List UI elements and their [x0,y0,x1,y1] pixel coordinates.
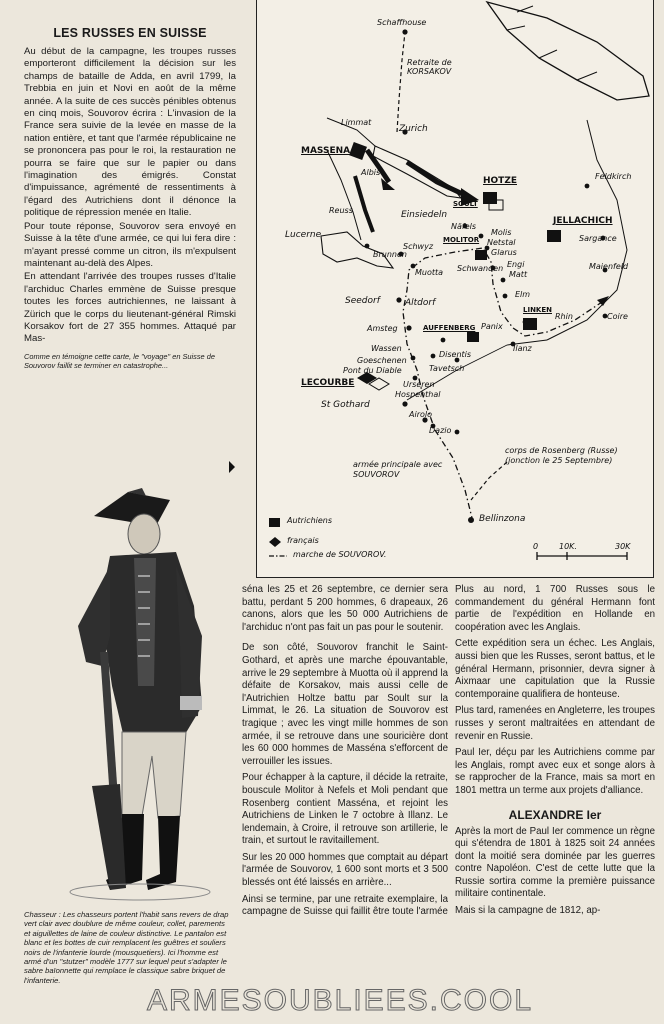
right-paragraph-1: Plus au nord, 1 700 Russes sous le commandement du général Hermann font partie de l'expédition en Hollande en coopération avec les Anglais. [455,584,655,633]
paragraph-3: En attendant l'arrivée des troupes russes d'Italie l'archiduc Charles emmène de Suisse presque toutes les forces autrichiennes, ne laissant à Zürich que le corps du lieutenant-général Rimski Korsakov fort de 27 355 hommes. Attaqué par Mas- [24,271,236,345]
paragraph-2: Pour toute réponse, Souvorov sera envoyé en Suisse à la tête d'une armée, ce qui lui fera dire : m'ayant pressé comme un citron, ils m'expulsent maintenant au-delà des Alpes. [24,220,236,269]
label-soult: SOULT [453,200,478,208]
label-panix: Panix [481,322,503,331]
label-elm: Elm [515,290,531,299]
left-column [24,26,236,370]
legend-march: marche de SOUVOROV. [293,550,387,559]
right-paragraph-6: Mais si la campagne de 1812, ap- [455,905,601,917]
label-matt: Matt [509,270,528,279]
label-glarus: Glarus [491,248,517,257]
label-wassen: Wassen [371,344,402,353]
right-paragraph-2: Cette expédition sera un échec. Les Anglais, aussi bien que les Russes, seront battus, et le général Hermann, prisonnier, devra signer à Aixmaar une capitulation que la Russie contemporaine qualifiera de honteuse. [455,638,655,700]
section-title-alexandre: ALEXANDRE Ier [508,807,602,822]
label-rhin: Rhin [555,312,573,321]
label-bellinzona: Bellinzona [479,514,526,524]
right-paragraph-4: Paul Ier, déçu par les Autrichiens comme par les Anglais, rompt avec eux et songe alors à se rapprocher de la France, mais sa mort en 1801 mettra un terme aux projets d'alliance. [455,747,655,796]
campaign-map [256,0,654,578]
label-nafels: Näfels [451,222,477,231]
label-ilanz: Ilanz [513,344,532,353]
scale-ten: 10K. [559,542,577,551]
label-urseren: Urseren [403,380,435,389]
mid-paragraph-1: séna les 25 et 26 septembre, ce dernier sera battu, perdant 5 200 hommes, 6 drapeaux, 26 canons, alors que les 50 000 Autrichiens de l'archiduc n'ont pas fait un pas pour le soutenir. [242,584,448,633]
middle-column [242,584,448,920]
scale-thirty: 30K [615,542,631,551]
label-amsteg: Amsteg [367,324,398,333]
mid-paragraph-3: Pour échapper à la capture, il décide la retraite, bouscule Molitor à Nefels et Moli pendant que Rosenberg contient Masséna, et rejoint les Autrichiens de Linken le 7 octobre à Illanz. Le lendemain, à Croire, il retrouve son artillerie, le train, et surtout le ravitaillement. [242,772,448,847]
watermark: ARMESOUBLIEES.COOL [146,984,534,1017]
label-limmat: Limmat [341,118,372,127]
label-goeschenen: Goeschenen [357,356,407,365]
label-lucerne: Lucerne [285,230,322,240]
mid-paragraph-4: Sur les 20 000 hommes que comptait au départ l'armée de Souvorov, 1 600 sont morts et 3 500 blessés ont été laissés en arrière... [242,851,448,889]
label-reuss: Reuss [329,206,353,215]
label-massena: MASSENA [301,146,351,156]
label-schwyz: Schwyz [403,242,434,251]
label-pont-du-diable: Pont du Diable [343,366,402,375]
massena-arrow [367,150,389,182]
label-hotze: HOTZE [483,176,517,186]
label-korsakov-route: Retraite de KORSAKOV [407,58,452,76]
label-disentis: Disentis [439,350,472,359]
label-albis: Albis [361,168,381,177]
lecourbe-arrow [355,176,373,232]
caption-pointer-icon [229,461,235,473]
label-molis: Molis [491,228,512,237]
right-column [455,584,655,919]
figure-caption: Chasseur : Les chasseurs portent l'habit sans revers de drap vert clair avec doublure de même couleur, collet, parements et aiguillettes de laine de couleur distinctive. Le pantalon est blanc et les bottes de cuir remplacent les guêtres et souliers noirs de l'infanterie lourde (mousquetiers). Ici l'homme est armé d'un "stutzer" modèle 1777 sur lequel peut s'adapter le sabre baïonnette qui remplace le classique sabre briquet de l'infanterie. [24,910,229,985]
lake-zurich [373,146,461,198]
label-tavetsch: Tavetsch [429,364,465,373]
label-main-army-note: armée principale avec SOUVOROV [353,460,443,479]
river-reuss [327,150,361,240]
legend-austrians: Autrichiens [287,516,333,525]
label-rosenberg-note: corps de Rosenberg (Russe) (jonction le 25 Septembre) [505,446,618,465]
label-brunnen: Brunnen [373,250,407,259]
korsakov-retreat-route [397,32,405,132]
label-hospenthal: Hospenthal [395,390,441,399]
paragraph-1: Au début de la campagne, les troupes russes emporteront difficilement la décision sur les champs de bataille de Adda, en avril 1799, la Trebbia en juin et Novi en août de la même année. A la suite de ces succès pénibles obtenus en cinq mois, Souvorov écrira : L'invasion de la France sera suivie de la levée en masse de la nation entière, et tant que l'armée républicaine ne se prononcera pas pour le roi, la restauration ne pourra se faire que sur le papier ou dans l'imagination des émigrés. Constat d'impuissance, agrémenté de ressentiments à l'égard des Autrichiens dont il dénonce la politique de répression menée en Italie. [24,46,236,219]
map-caption: Comme en témoigne cette carte, le "voyage" en Suisse de Souvorov faillit se terminer en catastrophe... [24,351,215,370]
label-altdorf: Altdorf [405,298,436,308]
label-maienfeld: Maienfeld [589,262,629,271]
legend-french: français [287,536,319,545]
label-coire: Coire [607,312,628,321]
right-paragraph-5: Après la mort de Paul Ier commence un règne qui s'étendra de 1801 à 1825 soit 24 années dont la moitié sera dominée par les guerres contre Napoléon. C'est de cette lutte que la Russie sortira comme la première puissance militaire continentale. [455,825,655,900]
label-linken: LINKEN [523,306,552,314]
label-jellachich: JELLACHICH [553,216,613,226]
label-muotta: Muotta [415,268,444,277]
label-dazio: Dazio [429,426,452,435]
label-schaffhouse: Schaffhouse [377,18,427,27]
label-seedorf: Seedorf [345,296,380,306]
lake-constance [487,2,649,100]
rosenberg-route [471,462,507,500]
map-drawing [257,0,655,578]
label-st-gothard: St Gothard [321,400,370,410]
label-auffenberg: AUFFENBERG [423,324,476,332]
label-sargance: Sargance [579,234,617,243]
section-title: LES RUSSES EN SUISSE [53,26,207,40]
scale-bar [537,552,627,560]
label-engi: Engi [507,260,525,269]
label-lecourbe: LECOURBE [301,378,355,388]
label-schwanden: Schwanden [457,264,504,273]
label-netstal: Netstal [487,238,516,247]
mid-paragraph-5: Ainsi se termine, par une retraite exemplaire, la campagne de Suisse qui faillit être toute l'armée [242,893,448,918]
chasseur-illustration [30,486,230,906]
label-airolo: Airolo [409,410,432,419]
right-paragraph-3: Plus tard, ramenées en Angleterre, les troupes russes y seront maltraitées en attendant de revenir en Russie. [455,705,655,742]
label-zurich: Zurich [399,124,428,134]
label-einsiedeln: Einsiedeln [401,210,448,220]
label-molitor: MOLITOR [443,236,480,244]
scale-zero: 0 [533,542,539,551]
mid-paragraph-2: De son côté, Souvorov franchit le Saint-Gothard, et après une marche épouvantable, arrive le 29 septembre à Muotta où il apprend la défaite de Korsakov, mais aussi celle de l'Autrichien Holtze battu par Soult sur la Limmat, le 26. La situation de Souvorov est tragique ; avec les vingt mille hommes de son armée, il se retrouve dans une souricière dont les 60 000 hommes de Masséna s'efforcent de verrouiller les issues. [242,642,448,767]
label-feldkirch: Feldkirch [595,172,632,181]
